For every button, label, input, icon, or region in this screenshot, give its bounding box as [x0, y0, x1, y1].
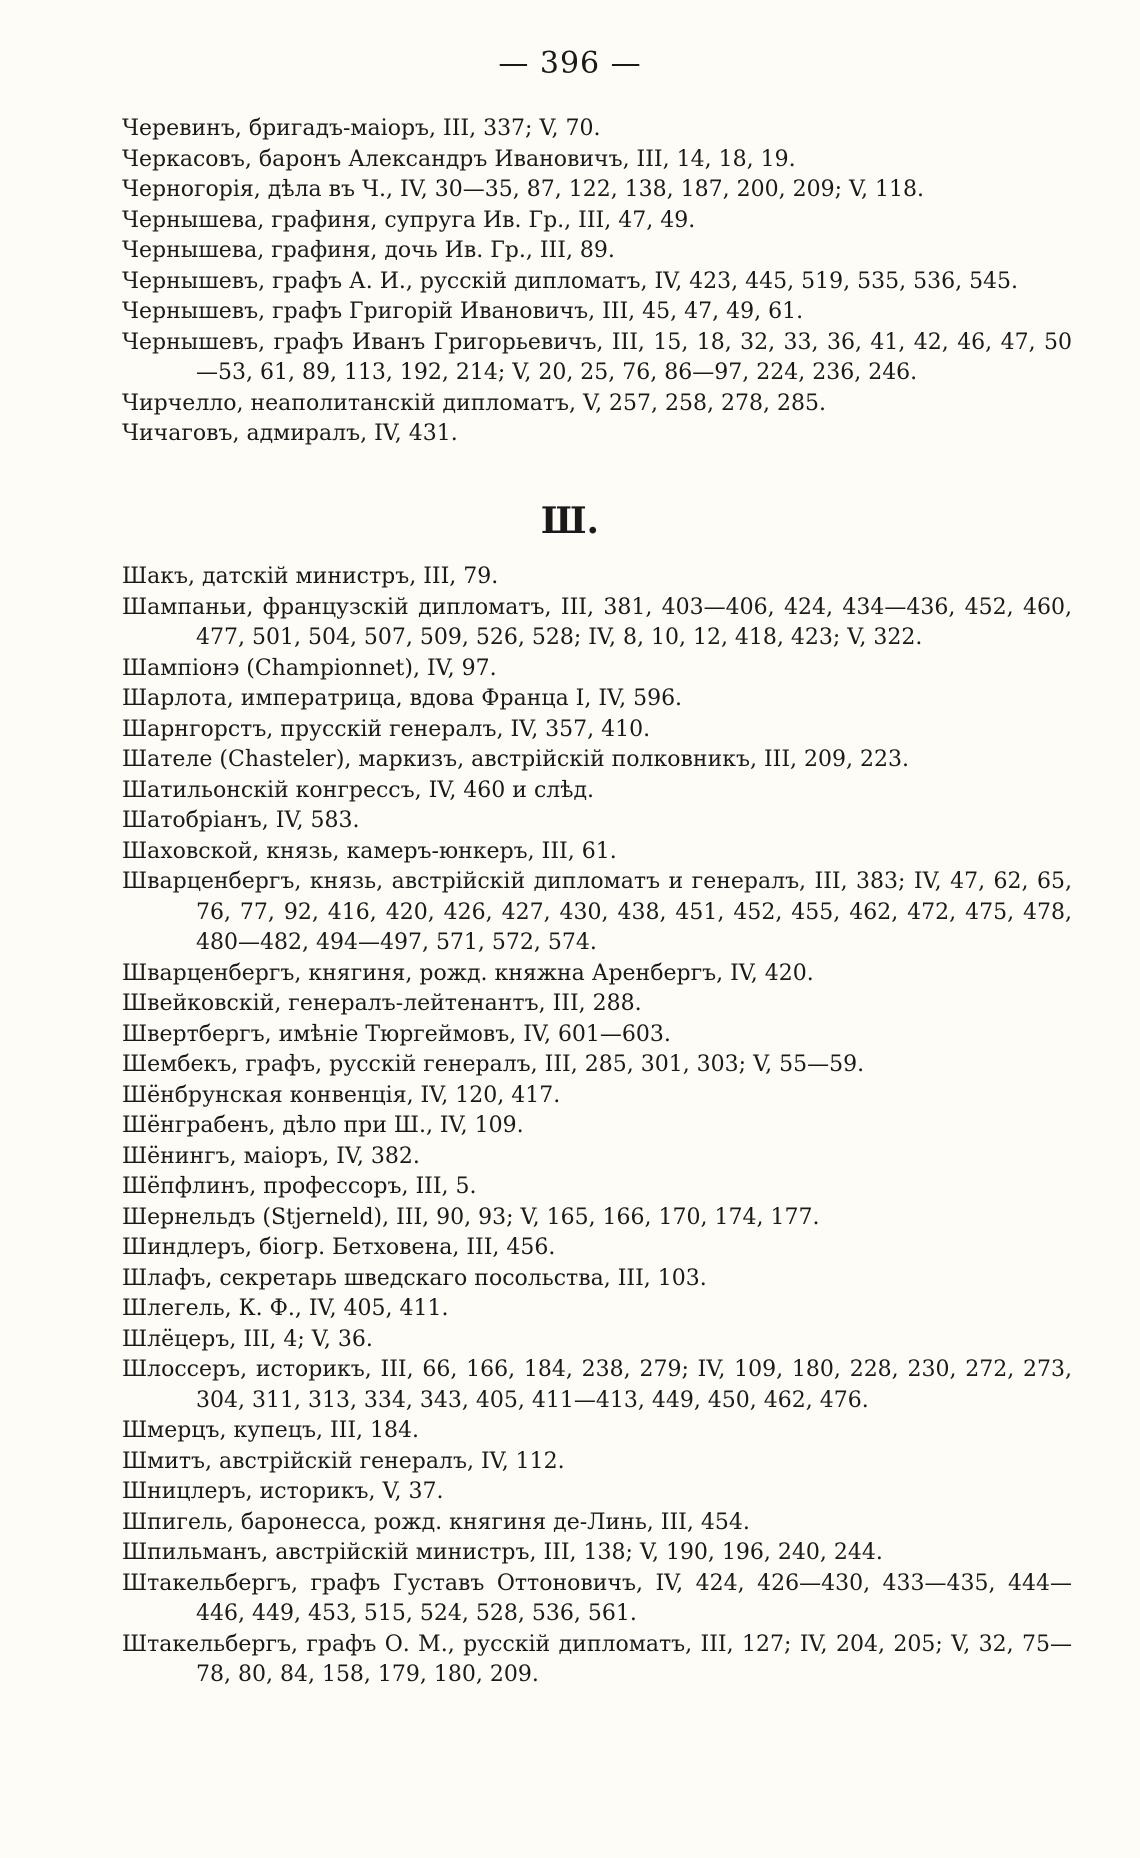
index-entry: Шпигель, баронесса, рожд. княгиня де-Линь, III, 454.	[122, 1509, 750, 1535]
index-entry: Штакельбергъ, графъ О. М., русскій дипломатъ, III, 127; IV, 204, 205; V, 32, 75—78, 80, 84, 158, 179, 180, 209.	[122, 1631, 1072, 1687]
index-entry: Швейковскій, генералъ-лейтенантъ, III, 288.	[122, 991, 642, 1016]
index-entry: Шпильманъ, австрійскій министръ, III, 138; V, 190, 196, 240, 244.	[122, 1540, 883, 1565]
index-entry: Шателе (Chasteler), маркизъ, австрійскій полковникъ, III, 209, 223.	[122, 747, 909, 772]
index-entry: Чернышевъ, графъ А. И., русскій дипломатъ, IV, 423, 445, 519, 535, 536, 545.	[122, 268, 1019, 294]
index-entry: Шварценбергъ, княгиня, рожд. княжна Аренбергъ, IV, 420.	[122, 960, 814, 986]
index-entry: Шакъ, датскій министръ, III, 79.	[122, 564, 499, 589]
index-entry: Чернышевъ, графъ Григорій Ивановичъ, III, 45, 47, 49, 61.	[122, 299, 804, 324]
index-entry: Чирчелло, неаполитанскій дипломатъ, V, 257, 258, 278, 285.	[122, 390, 826, 416]
index-entry: Шарнгорстъ, прусскій генералъ, IV, 357, 410.	[122, 716, 651, 742]
index-entry: Черногорія, дѣла въ Ч., IV, 30—35, 87, 122, 138, 187, 200, 209; V, 118.	[122, 177, 925, 202]
index-entry: Шлафъ, секретарь шведскаго посольства, III, 103.	[122, 1265, 707, 1291]
index-entry: Шампіонэ (Championnet), IV, 97.	[122, 655, 497, 681]
index-entry: Черкасовъ, баронъ Александръ Ивановичъ, III, 14, 18, 19.	[122, 146, 796, 172]
page-number: — 396 —	[498, 46, 642, 81]
index-entry: Шлёцеръ, III, 4; V, 36.	[122, 1326, 373, 1352]
index-entry: Шатобріанъ, IV, 583.	[122, 808, 360, 833]
index-section-sh	[122, 562, 1072, 1691]
index-section-ch	[122, 114, 1072, 450]
index-entry: Чернышевъ, графъ Иванъ Григорьевичъ, III, 15, 18, 32, 33, 36, 41, 42, 46, 47, 50—53, 61, 89, 113, 192, 214; V, 20, 25, 76, 86—97, 224, 236, 246.	[122, 329, 1072, 385]
index-entry: Шницлеръ, историкъ, V, 37.	[122, 1479, 444, 1504]
index-entry: Штакельбергъ, графъ Густавъ Оттоновичъ, IV, 424, 426—430, 433—435, 444—446, 449, 453, 515, 524, 528, 536, 561.	[122, 1570, 1072, 1626]
index-entry: Шёнграбенъ, дѣло при Ш., IV, 109.	[122, 1113, 524, 1138]
index-entry: Шаховской, князь, камеръ-юнкеръ, III, 61.	[122, 838, 617, 864]
index-entry: Шарлота, императрица, вдова Франца I, IV, 596.	[122, 686, 683, 711]
index-entry: Чернышева, графиня, супруга Ив. Гр., III, 47, 49.	[122, 207, 696, 233]
index-entry: Шёнингъ, маіоръ, IV, 382.	[122, 1143, 420, 1169]
index-entry: Шернельдъ (Stjerneld), III, 90, 93; V, 165, 166, 170, 174, 177.	[122, 1204, 820, 1230]
index-entry: Шлоссеръ, историкъ, III, 66, 166, 184, 238, 279; IV, 109, 180, 228, 230, 272, 273, 304, 311, 313, 334, 343, 405, 411—413, 449, 450, 462, 476.	[122, 1357, 1072, 1413]
index-entry: Шатильонскій конгрессъ, IV, 460 и слѣд.	[122, 777, 595, 803]
index-entry: Шембекъ, графъ, русскій генералъ, III, 285, 301, 303; V, 55—59.	[122, 1052, 865, 1077]
index-entry: Чичаговъ, адмиралъ, IV, 431.	[122, 421, 458, 446]
index-entry: Швертбергъ, имѣніе Тюргеймовъ, IV, 601—603.	[122, 1021, 671, 1047]
index-entry: Черевинъ, бригадъ-маіоръ, III, 337; V, 70.	[122, 116, 601, 141]
index-entry: Шлегель, К. Ф., IV, 405, 411.	[122, 1296, 449, 1321]
index-entry: Чернышева, графиня, дочь Ив. Гр., III, 89.	[122, 238, 615, 263]
section-heading: Ш.	[540, 500, 600, 542]
index-entry: Шварценбергъ, князь, австрійскій дипломатъ и генералъ, III, 383; IV, 47, 62, 65, 76, 77, 92, 416, 420, 426, 427, 430, 438, 451, 452, 455, 462, 472, 475, 478, 480—482, 494—497, 571, 572, 574.	[122, 869, 1072, 955]
index-entry: Шёнбрунская конвенція, IV, 120, 417.	[122, 1082, 561, 1108]
index-entry: Шмитъ, австрійскій генералъ, IV, 112.	[122, 1448, 565, 1474]
index-entry: Шмерцъ, купецъ, III, 184.	[122, 1418, 419, 1443]
index-entry: Шиндлеръ, біогр. Бетховена, III, 456.	[122, 1235, 556, 1260]
index-entry: Шёпфлинъ, профессоръ, III, 5.	[122, 1174, 477, 1199]
index-entry: Шампаньи, французскій дипломатъ, III, 381, 403—406, 424, 434—436, 452, 460, 477, 501, 504, 507, 509, 526, 528; IV, 8, 10, 12, 418, 423; V, 322.	[122, 594, 1072, 650]
